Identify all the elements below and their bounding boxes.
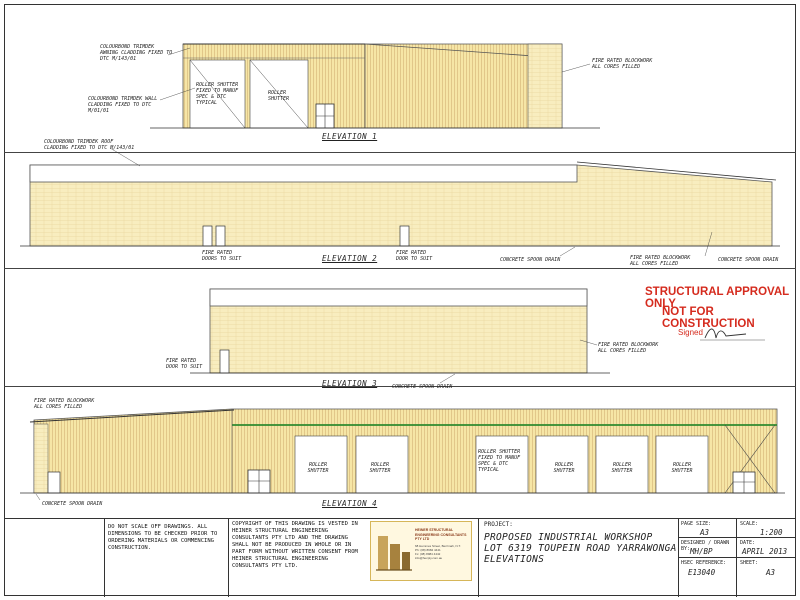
elevation-4-title: ELEVATION 4 bbox=[322, 499, 378, 508]
elev3-parapet bbox=[210, 289, 587, 306]
disclaimer-text: DO NOT SCALE OFF DRAWINGS. ALL DIMENSIONS TO BE CHECKED PRIOR TO ORDERING MATERIALS OR COMMENCING CONSTRUCTION. bbox=[108, 524, 218, 551]
date-value: APRIL 2013 bbox=[742, 547, 788, 556]
elev1-note-block: FIRE RATED BLOCKWORK ALL CORES FILLED bbox=[592, 58, 653, 70]
signature bbox=[705, 329, 746, 338]
approval-stamp-line1: STRUCTURAL APPROVAL ONLY bbox=[645, 286, 789, 310]
elevation-3-title: ELEVATION 3 bbox=[322, 379, 378, 388]
elev1-note-roller2: ROLLER SHUTTER bbox=[268, 90, 290, 102]
elev4-shutter-label-2: ROLLER SHUTTER bbox=[369, 462, 391, 474]
elev2-door-1 bbox=[203, 226, 212, 246]
elevation-1-title: ELEVATION 1 bbox=[322, 132, 378, 141]
elev4-shutter-label-4: ROLLER SHUTTER bbox=[553, 462, 575, 474]
elev1-note-wall: COLOURBOND TRIMDEK WALL CLADDING FIXED TO DTC M/01/01 bbox=[88, 96, 158, 114]
date-label: DATE: bbox=[740, 540, 756, 546]
elev3-note-block: FIRE RATED BLOCKWORK ALL CORES FILLED bbox=[598, 342, 659, 354]
elevation-2-title: ELEVATION 2 bbox=[322, 254, 378, 263]
elev2-note-roof: COLOURBOND TRIMDEK ROOF CLADDING FIXED TO DTC M/143/01 bbox=[44, 139, 135, 151]
elev1-note-awning: COLOURBOND TRIMDEK AWNING CLADDING FIXED TO DTC M/143/01 bbox=[100, 44, 173, 62]
scale-label: SCALE: bbox=[740, 521, 759, 527]
logo-company-name: HEINER STRUCTURAL ENGINEERING CONSULTANTS PTY LTD bbox=[415, 528, 467, 541]
designed-value: MH/BP bbox=[690, 547, 713, 556]
elev2-note-doors: FIRE RATED DOORS TO SUIT bbox=[202, 250, 242, 262]
copyright-text: COPYRIGHT OF THIS DRAWING IS VESTED IN HEINER STRUCTURAL ENGINEERING CONSULTANTS PTY LTD AND THE DRAWING SHALL NOT BE PRODUCED IN WHOLE OR IN PART FORM WITHOUT WRITTEN CONSENT FROM HEINER STRUCTURAL ENGINEERING CONSULTANTS PTY LTD. bbox=[232, 521, 358, 569]
elev2-roof-fascia bbox=[30, 165, 577, 182]
elev2-note-drain: CONCRETE SPOON DRAIN bbox=[500, 257, 561, 263]
project-label: PROJECT: bbox=[484, 521, 513, 528]
reference-value: E13040 bbox=[688, 568, 716, 577]
elev4-blockwork bbox=[34, 424, 48, 493]
elev4-shutter-label-6: ROLLER SHUTTER bbox=[671, 462, 693, 474]
reference-label: HSEC REFERENCE: bbox=[681, 560, 727, 566]
elevation-4 bbox=[20, 409, 785, 500]
project-line-2: LOT 6319 TOUPEIN ROAD YARRAWONGA bbox=[484, 543, 677, 554]
logo-address: 68 Hemmes Street, Berrimah, N.T. Ph: (08) 8984 4441 Fx: (08) 8984 4442 info@hecpty.com.au bbox=[415, 544, 461, 560]
elev3-note-drain: CONCRETE SPOON DRAIN bbox=[392, 384, 453, 390]
elev4-shutter-label-5: ROLLER SHUTTER bbox=[611, 462, 633, 474]
page-size-value: A3 bbox=[700, 528, 710, 537]
elev2-note-drain2: CONCRETE SPOON DRAIN bbox=[718, 257, 779, 263]
elevation-2 bbox=[20, 148, 780, 256]
sheet-label: SHEET: bbox=[740, 560, 759, 566]
elev4-shutter-typical: ROLLER SHUTTER FIXED TO MANUF SPEC & DTC TYPICAL bbox=[478, 449, 521, 473]
page-size-label: PAGE SIZE: bbox=[681, 521, 712, 527]
elev2-door-3 bbox=[400, 226, 409, 246]
elev2-note-block: FIRE RATED BLOCKWORK ALL CORES FILLED bbox=[630, 255, 691, 267]
company-logo bbox=[370, 521, 472, 581]
elev4-note-block: FIRE RATED BLOCKWORK ALL CORES FILLED bbox=[34, 398, 95, 410]
project-line-3: ELEVATIONS bbox=[484, 554, 545, 565]
project-line-1: PROPOSED INDUSTRIAL WORKSHOP bbox=[484, 532, 653, 543]
elev1-blockwork bbox=[528, 44, 562, 128]
sheet-value: A3 bbox=[766, 568, 776, 577]
elev2-note-door: FIRE RATED DOOR TO SUIT bbox=[396, 250, 433, 262]
elev4-shutter-label-1: ROLLER SHUTTER bbox=[307, 462, 329, 474]
elev1-note-roller: ROLLER SHUTTER FIXED TO MANUF SPEC & DTC TYPICAL bbox=[196, 82, 239, 106]
elevation-3 bbox=[190, 289, 610, 383]
elev4-note-drain: CONCRETE SPOON DRAIN bbox=[42, 501, 103, 507]
elev3-note-door: FIRE RATED DOOR TO SUIT bbox=[166, 358, 203, 370]
scale-value: 1:200 bbox=[760, 528, 783, 537]
elev4-door-left bbox=[48, 472, 60, 493]
elev2-door-2 bbox=[216, 226, 225, 246]
approval-stamp-line2: NOT FOR CONSTRUCTION bbox=[662, 306, 755, 330]
designed-label: DESIGNED / DRAWN BY: bbox=[681, 540, 730, 552]
signed-label: Signed bbox=[678, 328, 703, 337]
building-icon bbox=[374, 526, 414, 576]
